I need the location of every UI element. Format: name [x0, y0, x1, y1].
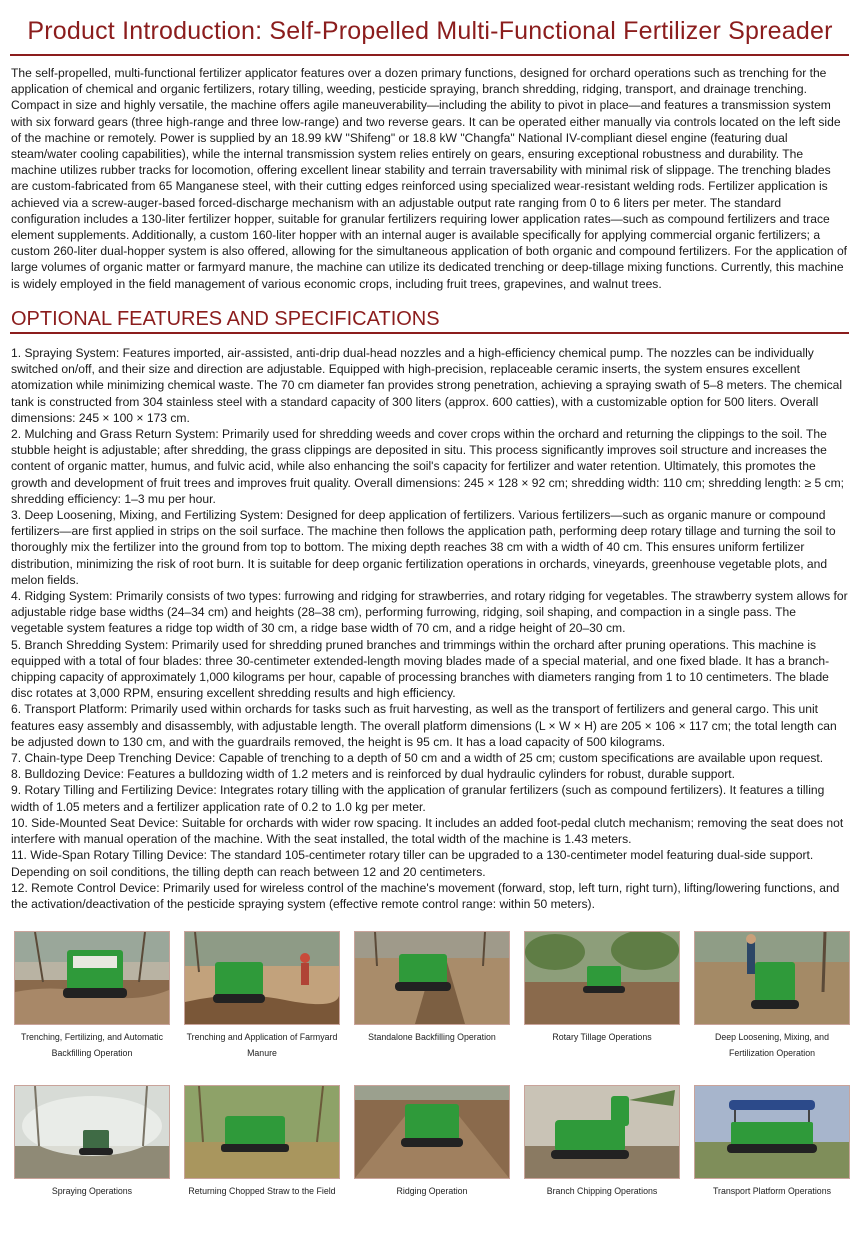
gallery-caption: Rotary Tillage Operations: [552, 1032, 652, 1042]
gallery-caption: Spraying Operations: [51, 1186, 133, 1196]
feature-item-deep-loosening: 3. Deep Loosening, Mixing, and Fertilizing System: Designed for deep application of fertilizers. Various fertilizers—such as organic manure or compound fertilizers—are first applied in strips on the soil surface. The machine then follows the application path, performing deep rotary tillage and turning the soil to thoroughly mix the fertilizer into the ground from top to bottom. The mixing depth reaches 38 cm with a width of 40 cm. This ensures uniform fertilizer distribution, minimizing the risk of root burn. It is suitable for deep organic fertilization operations in orchards, vineyards, greenhouse vegetable plots, and melon fields.: [11, 508, 836, 587]
feature-item-branch-shredding: 5. Branch Shredding System: Primarily used for shredding pruned branches and trimmings within the orchard after pruning operations. This machine is equipped with a total of four blades: three 30-centimeter extended-length moving blades made of a special material, and one fixed blade. It has a branch-chipping capacity of approximately 1,000 kilograms per hour, capable of processing branches with diameters ranging from 1 to 10 centimeters. The blade disc rotates at 3,000 RPM, ensuring excellent shredding results and high efficiency.: [11, 637, 830, 701]
gallery-caption: Trenching, Fertilizing, and Automatic Backfilling Operation: [21, 1032, 163, 1058]
feature-item-ridging: 4. Ridging System: Primarily consists of two types: furrowing and ridging for strawberries, and rotary ridging for vegetables. The strawberry system allows for adjustable ridge base widths (24–34 cm) and heights (28–38 cm), performing furrowing, ridging, soil shaping, and compaction in a single pass. The vegetable system features a ridge top width of 30 cm, a ridge base width of 70 cm, and a ridge height of 20–30 cm.: [11, 589, 848, 636]
trenching-photo: [14, 931, 170, 1025]
feature-item-seat: 10. Side-Mounted Seat Device: Suitable for orchards with wider row spacing. It includes an added foot-pedal clutch mechanism; removing the seat does not interfere with manual operation of the machine. With the seat installed, the total width of the machine is 1.43 meters.: [11, 815, 844, 847]
feature-item-spraying: 1. Spraying System: Features imported, air-assisted, anti-drip dual-head nozzles and a high-efficiency chemical pump. The nozzles can be individually switched on/off, and their size and direction are adjustable. Equipped with high-precision, replaceable ceramic inserts, the system ensures excellent atomization while minimizing chemical waste. The 70 cm diameter fan provides strong penetration, achieving a spraying swath of 5–8 meters. The chemical tank is constructed from 304 stainless steel with a standard capacity of 300 liters (approx. 600 catties), with a customizable option for 500 liters. Overall dimensions: 245 × 100 × 173 cm.: [11, 346, 843, 425]
gallery-tile: [694, 931, 850, 1061]
gallery-tile: [354, 1085, 510, 1199]
branch-chipping-photo: [524, 1085, 680, 1179]
ridging-photo: [354, 1085, 510, 1179]
gallery-tile: [184, 931, 340, 1061]
gallery-caption: Deep Loosening, Mixing, and Fertilization Operation: [715, 1032, 829, 1058]
gallery-caption: Returning Chopped Straw to the Field: [188, 1186, 336, 1196]
deep-loosening-photo: [694, 931, 850, 1025]
backfilling-photo: [354, 931, 510, 1025]
transport-platform-photo: [694, 1085, 850, 1179]
gallery-tile: [14, 1085, 170, 1199]
section-divider: [10, 332, 849, 334]
section-title: OPTIONAL FEATURES AND SPECIFICATIONS: [11, 308, 440, 330]
gallery-tile: [184, 1085, 340, 1199]
feature-item-bulldozing: 8. Bulldozing Device: Features a bulldozing width of 1.2 meters and is reinforced by dual hydraulic cylinders for robust, durable support.: [11, 767, 735, 782]
feature-item-mulching: 2. Mulching and Grass Return System: Primarily used for shredding weeds and cover crops within the orchard and returning the clippings to the soil. The stubble height is adjustable; after shredding, the grass clippings are deposited in situ. This process significantly improves soil structure and increases the content of organic matter, humus, and fulvic acid, while also enhancing the soil's capacity for fertilizer and water retention. Ultimately, this promotes the growth and development of fruit trees and improves fruit quality. Overall dimensions: 245 × 128 × 92 cm; shredding width: 110 cm; shredding length: ≥ 5 cm; shredding efficiency: 1–3 mu per hour.: [11, 427, 845, 506]
gallery-caption: Standalone Backfilling Operation: [368, 1032, 496, 1042]
page-title: Product Introduction: Self-Propelled Multi-Functional Fertilizer Spreader: [27, 17, 833, 45]
spraying-photo: [14, 1085, 170, 1179]
gallery-caption: Transport Platform Operations: [713, 1186, 831, 1196]
gallery-tile: [524, 931, 680, 1045]
feature-item-remote-control: 12. Remote Control Device: Primarily used for wireless control of the machine's movement (forward, stop, left turn, right turn), lifting/lowering functions, and the activation/deactivation of the pesticide spraying system (effective remote control range: within 50 meters).: [11, 880, 840, 911]
intro-paragraph: The self-propelled, multi-functional fertilizer applicator features over a dozen primary functions, designed for orchard operations such as trenching for the application of chemical and organic fertilizers, rotary tilling, weeding, pesticide spraying, branch shredding, ridging, transport, and drainage trenching. Compact in size and highly versatile, the machine offers agile maneuverability—including the ability to pivot in place—and features a transmission system with six forward gears (three high-range and three low-range) and two reverse gears. It can be operated either manually via controls located on the left side of the machine or remotely. Power is supplied by an 18.99 kW "Shifeng" or 18.8 kW "Changfa" National IV-compliant diesel engine (featuring dual steam/water cooling capabilities), while the internal transmission system relies entirely on gears, ensuring exceptional robustness and durability. The machine utilizes rubber tracks for locomotion, offering excellent linear stability and terrain traversability with minimal risk of slippage. The trenching blades are custom-fabricated from 65 Manganese steel, with their cutting edges reinforced using specialized wear-resistant welding rods. Fertilizer application is achieved via a screw-auger-based forced-discharge mechanism with an adjustable output rate ranging from 0 to 6 liters per meter. The standard configuration includes a 130-liter fertilizer hopper, suitable for granular fertilizers requiring lower application rates—such as compound fertilizers and trace element supplements. Additionally, a custom 160-liter hopper with an internal auger is available specifically for applying commercial organic fertilizers; a custom 260-liter dual-hopper system is also offered, allowing for the simultaneous application of both organic and compound fertilizers. For the application of large volumes of organic matter or farmyard manure, the machine can utilize its dedicated trenching or deep-tillage mixing functions. Currently, this machine is widely employed in the field management of various economic crops, including fruit trees, grapevines, and walnut trees.: [11, 66, 848, 291]
gallery-caption: Trenching and Application of Farmyard Manure: [186, 1032, 338, 1058]
feature-item-rotary-fertilizing: 9. Rotary Tilling and Fertilizing Device: Integrates rotary tilling with the application of granular fertilizers (such as compound fertilizers). It features a tilling width of 1.05 meters and a fertilizer application rate of 0.2 to 1.0 kg per meter.: [11, 783, 825, 814]
rotary-tillage-photo: [524, 931, 680, 1025]
gallery-caption: Branch Chipping Operations: [546, 1186, 658, 1196]
gallery-tile: [524, 1085, 680, 1199]
gallery-tile: [694, 1085, 850, 1199]
feature-item-chain-trenching: 7. Chain-type Deep Trenching Device: Capable of trenching to a depth of 50 cm and a width of 25 cm; custom specifications are available upon request.: [11, 751, 824, 766]
gallery-tile: [14, 931, 170, 1061]
feature-item-transport: 6. Transport Platform: Primarily used within orchards for tasks such as fruit harvesting, as well as the transport of fertilizers and general cargo. This unit features easy assembly and disassembly, with adjustable length. The overall platform dimensions (L × W × H) are 205 × 106 × 117 cm; the total length can be adjusted down to 130 cm, and with the guardrails removed, the height is 95 cm. It has a load capacity of 500 kilograms.: [11, 702, 837, 749]
manure-trenching-photo: [184, 931, 340, 1025]
title-divider: [10, 54, 849, 56]
gallery-caption: Ridging Operation: [396, 1186, 468, 1196]
feature-list: [11, 345, 849, 912]
gallery-tile: [354, 931, 510, 1045]
straw-return-photo: [184, 1085, 340, 1179]
feature-item-wide-tilling: 11. Wide-Span Rotary Tilling Device: The standard 105-centimeter rotary tiller can be upgraded to a 130-centimeter model featuring dual-side support. Depending on soil conditions, the tilling depth can reach between 12 and 20 centimeters.: [11, 848, 814, 879]
